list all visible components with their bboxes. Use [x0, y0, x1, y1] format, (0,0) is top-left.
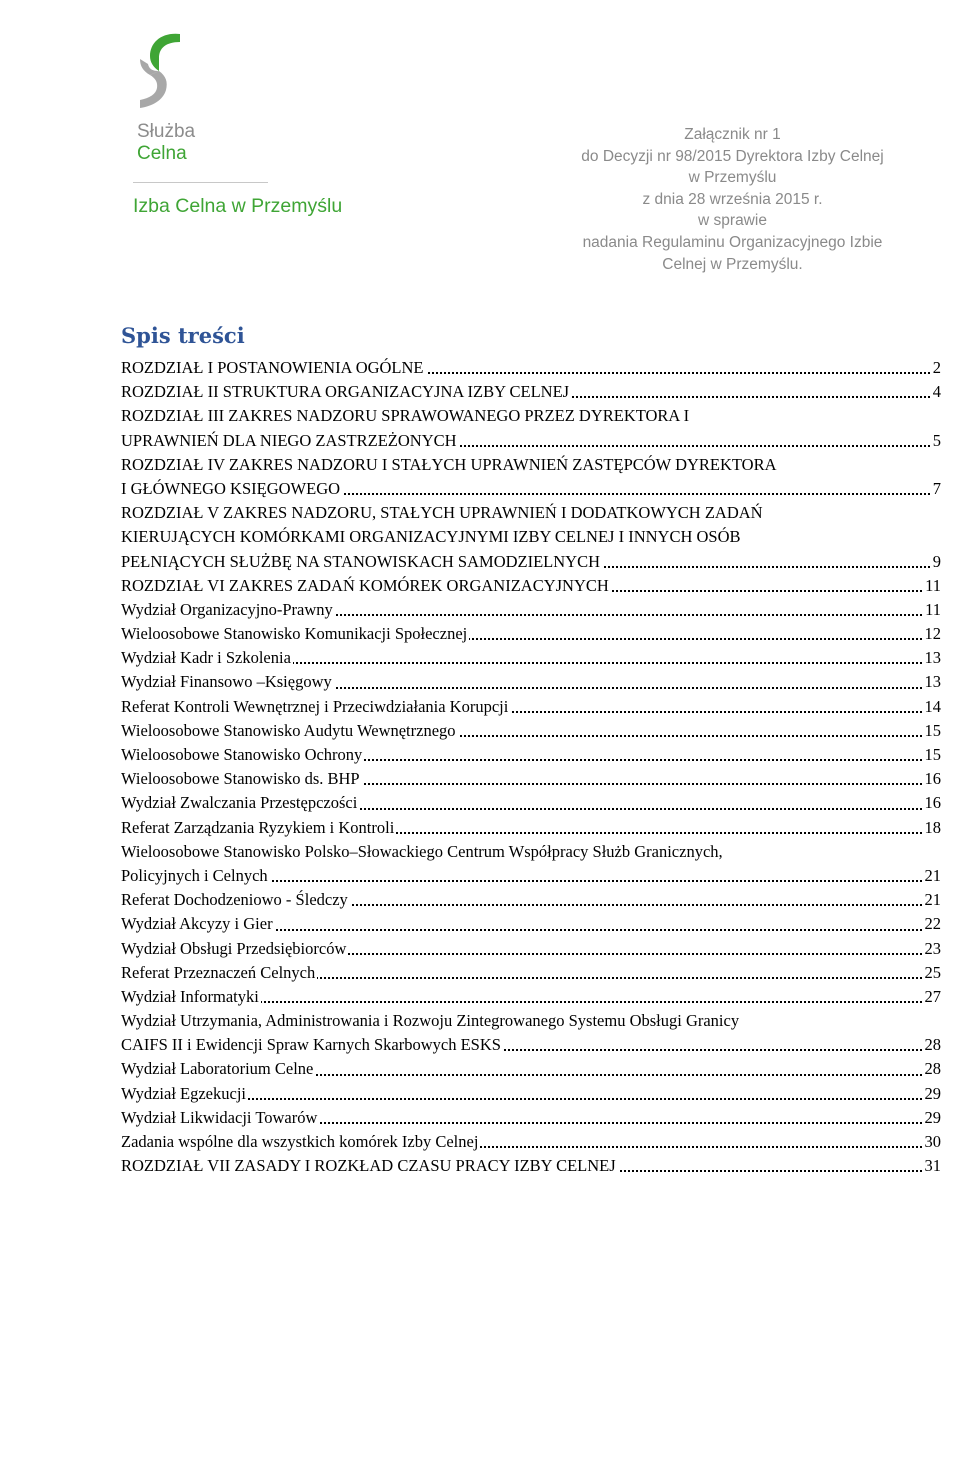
toc-page-number: 11 [923, 574, 941, 598]
toc-page-number: 15 [923, 743, 942, 767]
toc-entry-text: Wydział Finansowo –Księgowy [121, 672, 332, 692]
toc-page-number: 11 [923, 598, 941, 622]
annex-line: w Przemyślu [688, 169, 777, 187]
toc-entry-text: Wieloosobowe Stanowisko Audytu Wewnętrznego [121, 720, 456, 740]
toc-page-number: 16 [923, 767, 942, 791]
sluzba-celna-emblem-icon [128, 28, 198, 114]
toc-entry[interactable] [121, 380, 941, 404]
toc-page-number: 13 [923, 670, 942, 694]
annex-line: do Decyzji nr 98/2015 Dyrektora Izby Celnej [581, 147, 884, 165]
toc-entry-row [121, 791, 941, 815]
toc-entry-text: KIERUJĄCYCH KOMÓRKAMI ORGANIZACYJNYMI IZBY CELNEJ I INNYCH OSÓB [121, 527, 741, 547]
toc-entry[interactable] [121, 961, 941, 985]
toc-entry-row [121, 670, 941, 694]
toc-page-number: 15 [923, 719, 942, 743]
toc-entry[interactable] [121, 791, 941, 815]
toc-entry-text: CAIFS II i Ewidencji Spraw Karnych Skarbowych ESKS [121, 1035, 501, 1055]
toc-entry-row [121, 622, 941, 646]
toc-entry[interactable] [121, 1057, 941, 1081]
annex-line: Załącznik nr 1 [684, 126, 781, 143]
toc-page-number: 29 [923, 1082, 942, 1106]
toc-entry-text: ROZDZIAŁ I POSTANOWIENIA OGÓLNE [121, 358, 424, 377]
toc-page-number: 23 [923, 937, 942, 961]
toc-entry-text: ROZDZIAŁ IV ZAKRES NADZORU I STAŁYCH UPRAWNIEŃ ZASTĘPCÓW DYREKTORA [121, 454, 777, 474]
toc-page-number: 12 [923, 622, 942, 646]
toc-entry[interactable] [121, 1154, 941, 1178]
toc-entry-row [121, 550, 941, 574]
toc-entry[interactable] [121, 670, 941, 694]
toc-entry[interactable] [121, 985, 941, 1009]
toc-page-number: 28 [923, 1033, 942, 1057]
toc-entry-row [121, 1154, 941, 1178]
toc-page-number: 7 [931, 477, 941, 501]
toc-page-number: 18 [923, 816, 942, 840]
annex-line: nadania Regulaminu Organizacyjnego Izbie [582, 233, 883, 251]
toc-entry[interactable] [121, 1082, 941, 1106]
toc-entry-row [121, 429, 941, 453]
toc-entry[interactable] [121, 574, 941, 598]
toc-entry-text: UPRAWNIEŃ DLA NIEGO ZASTRZEŻONYCH [121, 430, 457, 450]
toc-page-number: 31 [923, 1154, 942, 1178]
table-of-contents [121, 356, 941, 1178]
toc-page-number: 2 [931, 356, 941, 380]
toc-page-number: 16 [923, 791, 942, 815]
annex-line: w sprawie [698, 212, 767, 230]
toc-entry[interactable] [121, 888, 941, 912]
toc-entry[interactable] [121, 622, 941, 646]
toc-page-number: 21 [923, 864, 942, 888]
toc-entry-text: Wydział Utrzymania, Administrowania i Rozwoju Zintegrowanego Systemu Obsługi Granicy [121, 1011, 740, 1031]
toc-entry-text: Wydział Kadr i Szkolenia [121, 648, 291, 668]
toc-entry[interactable] [121, 501, 941, 574]
toc-entry-text: Referat Kontroli Wewnętrznej i Przeciwdziałania Korupcji [121, 696, 509, 716]
logo-divider [133, 182, 268, 183]
toc-entry-text: Policyjnych i Celnych [121, 865, 268, 885]
toc-entry-row [121, 767, 941, 791]
toc-entry-row [121, 719, 941, 743]
toc-entry-row [121, 380, 941, 404]
toc-entry[interactable] [121, 453, 941, 501]
toc-entry-row [121, 961, 941, 985]
toc-title: Spis treści [121, 323, 245, 348]
toc-entry-text: ROZDZIAŁ III ZAKRES NADZORU SPRAWOWANEGO PRZEZ DYREKTORA I [121, 406, 690, 426]
toc-entry-text: ROZDZIAŁ VI ZAKRES ZADAŃ KOMÓREK ORGANIZACYJNYCH [121, 575, 609, 595]
toc-entry-text: Wydział Organizacyjno-Prawny [121, 599, 333, 619]
toc-entry-row [121, 598, 941, 622]
toc-entry-row [121, 912, 941, 936]
toc-entry[interactable] [121, 1130, 941, 1154]
toc-entry-text: ROZDZIAŁ V ZAKRES NADZORU, STAŁYCH UPRAWNIEŃ I DODATKOWYCH ZADAŃ [121, 503, 763, 523]
toc-entry[interactable] [121, 1106, 941, 1130]
toc-page-number: 22 [923, 912, 942, 936]
toc-entry[interactable] [121, 840, 941, 888]
toc-entry-text: Zadania wspólne dla wszystkich komórek Izby Celnej [121, 1132, 479, 1151]
toc-entry[interactable] [121, 816, 941, 840]
toc-entry-text: Wydział Obsługi Przedsiębiorców [121, 938, 347, 958]
toc-entry[interactable] [121, 912, 941, 936]
toc-entry-text: Wydział Akcyzy i Gier [121, 914, 273, 934]
toc-entry-row [121, 743, 941, 767]
toc-page-number: 21 [923, 888, 942, 912]
toc-page-number: 28 [923, 1057, 942, 1081]
annex-note [560, 124, 905, 275]
toc-entry-text: Wydział Zwalczania Przestępczości [121, 793, 358, 813]
toc-entry-text: Wydział Likwidacji Towarów [121, 1107, 318, 1127]
toc-page-number: 4 [931, 380, 941, 404]
toc-entry[interactable] [121, 646, 941, 670]
toc-entry[interactable] [121, 767, 941, 791]
toc-entry[interactable] [121, 719, 941, 743]
toc-page-number: 9 [931, 550, 941, 574]
office-name: Izba Celna w Przemyślu [133, 195, 343, 217]
annex-line: z dnia 28 września 2015 r. [642, 190, 823, 208]
logo-text-sluzba: Służba [137, 121, 196, 142]
toc-entry-row [121, 937, 941, 961]
annex-line: Celnej w Przemyślu. [662, 255, 803, 273]
toc-entry-text: Referat Dochodzeniowo - Śledczy [121, 890, 348, 910]
toc-entry-row [121, 1033, 941, 1057]
toc-entry-text: Referat Zarządzania Ryzykiem i Kontroli [121, 817, 395, 837]
toc-entry-row [121, 1082, 941, 1106]
toc-entry-row [121, 985, 941, 1009]
toc-entry[interactable] [121, 937, 941, 961]
toc-entry-row [121, 574, 941, 598]
toc-entry-text: ROZDZIAŁ VII ZASADY I ROZKŁAD CZASU PRACY IZBY CELNEJ [121, 1156, 616, 1176]
logo-text-celna: Celna [137, 143, 187, 164]
toc-entry-row [121, 888, 941, 912]
toc-entry-text: PEŁNIĄCYCH SŁUŻBĘ NA STANOWISKACH SAMODZIELNYCH [121, 551, 601, 571]
toc-page-number: 29 [923, 1106, 942, 1130]
toc-page-number: 27 [923, 985, 942, 1009]
toc-entry-text: Wydział Informatyki [121, 986, 259, 1006]
sluzba-celna-logo [128, 28, 278, 114]
logo-wordmark [137, 121, 195, 165]
toc-entry-text: Wieloosobowe Stanowisko ds. BHP [121, 769, 360, 789]
toc-entry-text: Wieloosobowe Stanowisko Komunikacji Społecznej [121, 624, 468, 644]
toc-entry-row [121, 1106, 941, 1130]
toc-entry-row [121, 356, 941, 380]
toc-entry-row [121, 1057, 941, 1081]
toc-page-number: 14 [923, 695, 942, 719]
toc-entry-row [121, 1130, 941, 1154]
toc-page-number: 5 [931, 429, 941, 453]
toc-entry-text: Referat Przeznaczeń Celnych [121, 962, 316, 982]
toc-entry-text: ROZDZIAŁ II STRUKTURA ORGANIZACYJNA IZBY CELNEJ [121, 382, 570, 402]
toc-page-number: 25 [923, 961, 942, 985]
toc-entry-text: Wydział Laboratorium Celne [121, 1059, 314, 1079]
toc-entry-row [121, 864, 941, 888]
toc-entry[interactable] [121, 695, 941, 719]
toc-entry-text: Wydział Egzekucji [121, 1083, 246, 1103]
toc-entry-row [121, 816, 941, 840]
toc-entry-text: I GŁÓWNEGO KSIĘGOWEGO [121, 478, 341, 498]
toc-entry-row [121, 646, 941, 670]
toc-entry-text: Wieloosobowe Stanowisko Polsko–Słowackiego Centrum Współpracy Służb Granicznych, [121, 841, 723, 861]
toc-entry[interactable] [121, 404, 941, 452]
toc-page-number: 30 [923, 1130, 942, 1154]
toc-entry[interactable] [121, 743, 941, 767]
toc-entry-row [121, 477, 941, 501]
toc-entry[interactable] [121, 598, 941, 622]
toc-entry-text: Wieloosobowe Stanowisko Ochrony [121, 745, 363, 764]
toc-entry[interactable] [121, 1009, 941, 1057]
toc-entry[interactable] [121, 356, 941, 380]
toc-entry-row [121, 695, 941, 719]
toc-page-number: 13 [923, 646, 942, 670]
